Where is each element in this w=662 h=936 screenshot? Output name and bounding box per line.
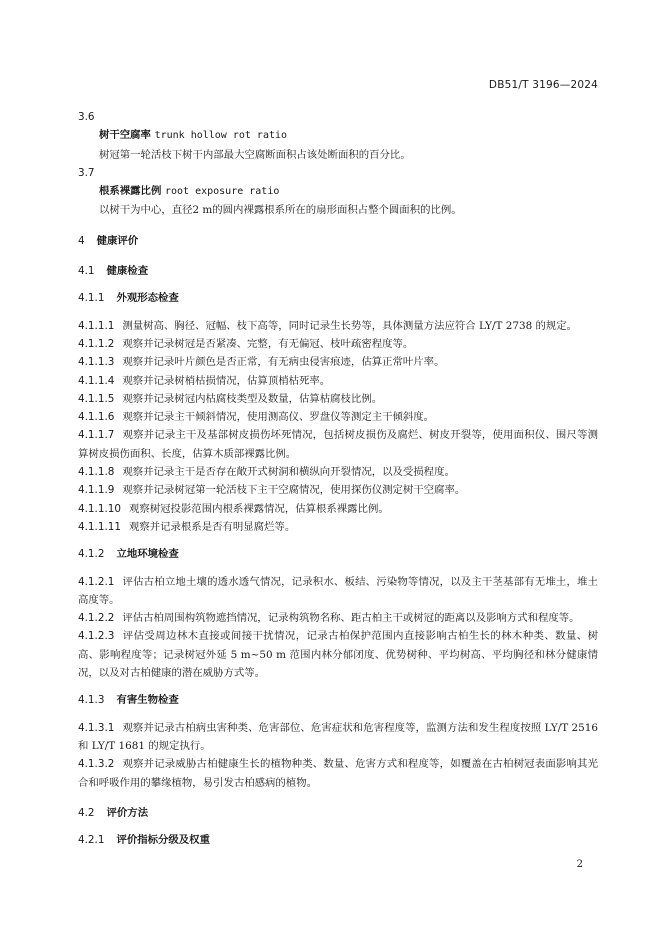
clause-item	[78, 609, 598, 627]
term-zh: 根系裸露比例	[99, 185, 162, 198]
chapter-heading	[78, 232, 598, 250]
clause-text: 观察并记录根系是否有明显腐烂等。	[128, 520, 296, 533]
clause-text: 观察并记录主干倾斜情况，使用测高仪、罗盘仪等测定主干倾斜度。	[122, 411, 435, 424]
clause-text: 观察并记录主干是否存在敞开式树洞和横纵向开裂情况，以及受损程度。	[122, 466, 455, 479]
clause-item	[78, 335, 598, 353]
clause-item	[78, 755, 598, 792]
term-definition: 树冠第一轮活枝下树干内部最大空腐断面积占该处断面积的百分比。	[99, 148, 411, 161]
clause-number: 4.1.3.1	[78, 721, 115, 734]
subsection-number: 4.1.3	[78, 694, 105, 707]
section-number: 4.2	[78, 806, 95, 819]
subsection-number: 4.1.2	[78, 548, 105, 561]
clause-text: 观察并记录树梢枯损情况，估算顶梢枯死率。	[122, 374, 331, 387]
clause-item	[78, 500, 598, 518]
clause-text: 观察并记录威胁古柏健康生长的植物种类、数量、危害方式和程度等，如覆盖在古柏树冠表面影响其光合和呼吸作用的攀缘植物，易引发古柏感病的植物。	[78, 758, 598, 789]
clause-number: 4.1.1.10	[78, 502, 121, 515]
clause-text: 观察并记录树冠第一轮活枝下主干空腐情况，使用探伤仪测定树干空腐率。	[122, 484, 466, 497]
clause-number: 4.1.1.3	[78, 356, 115, 369]
section-number: 4.1	[78, 265, 95, 278]
clause-text: 测量树高、胸径、冠幅、枝下高等，同时记录生长势等，具体测量方法应符合 LY/T 2738 的规定。	[122, 319, 578, 332]
clause-number: 4.1.1.7	[78, 429, 115, 442]
clause-number: 4.1.1.9	[78, 484, 115, 497]
chapter-title: 健康评价	[96, 234, 139, 247]
term-number: 3.6	[78, 111, 95, 123]
clause-item	[78, 390, 598, 408]
clause-text: 评估古柏立地土壤的透水透气情况，记录积水、板结、污染物等情况，以及主干茎基部有无堆土，堆土高度等。	[78, 575, 598, 606]
clause-number: 4.1.2.1	[78, 575, 115, 588]
subsection-number: 4.1.1	[78, 292, 105, 305]
term-definition: 以树干为中心，直径2 m的圆内裸露根系所在的扇形面积占整个圆面积的比例。	[99, 204, 462, 217]
section-title: 评价方法	[106, 806, 149, 819]
clause-number: 4.1.1.11	[78, 520, 121, 533]
clause-number: 4.1.1.1	[78, 319, 115, 332]
clause-item	[78, 353, 598, 371]
clause-item	[78, 463, 598, 481]
clause-number: 4.1.1.2	[78, 337, 115, 350]
term-number: 3.7	[78, 166, 95, 179]
subsection-heading	[78, 831, 598, 849]
clause-item	[78, 408, 598, 426]
section-title: 健康检查	[106, 265, 149, 278]
page-number: 2	[576, 859, 583, 870]
clause-text: 观察并记录叶片颜色是否正常，有无病虫侵害痕迹，估算正常叶片率。	[122, 356, 445, 369]
subsection-title: 有害生物检查	[116, 694, 179, 707]
standard-code: DB51/T 3196—2024	[488, 79, 598, 91]
section-heading	[78, 804, 598, 822]
clause-number: 4.1.1.6	[78, 411, 115, 424]
clause-item	[78, 317, 598, 335]
page-body	[78, 108, 598, 849]
subsection-heading	[78, 289, 598, 307]
clause-item	[78, 573, 598, 610]
clause-text: 观察树冠投影范围内根系裸露情况，估算根系裸露比例。	[128, 502, 389, 515]
clause-item	[78, 426, 598, 463]
subsection-heading	[78, 545, 598, 563]
clause-item	[78, 719, 598, 756]
clause-item	[78, 372, 598, 390]
section-heading	[78, 262, 598, 280]
clause-text: 评估古柏周围构筑物遮挡情况，记录构筑物名称、距古柏主干或树冠的距离以及影响方式和程度等。	[122, 612, 580, 625]
subsection-title: 外观形态检查	[116, 292, 179, 305]
term-title	[78, 126, 598, 145]
term-zh: 树干空腐率	[99, 129, 151, 142]
subsection-title: 评价指标分级及权重	[116, 834, 210, 847]
clause-number: 4.1.1.4	[78, 374, 115, 387]
term-en: root exposure ratio	[164, 186, 280, 198]
clause-number: 4.1.3.2	[78, 758, 115, 771]
clause-item	[78, 627, 598, 682]
clause-number: 4.1.1.5	[78, 392, 115, 405]
clause-number: 4.1.2.2	[78, 612, 115, 625]
chapter-number: 4	[78, 234, 85, 247]
term-title	[78, 182, 598, 201]
subsection-heading	[78, 691, 598, 709]
clause-number: 4.1.1.8	[78, 466, 115, 479]
clause-text: 评估受周边林木直接或间接干扰情况，记录古柏保护范围内直接影响古柏生长的林木种类、数量、树高、影响程度等；记录树冠外延 5 m~50 m 范围内林分郁闭度、优势树种、平均树高、平均胸径和林分健康情况，以及对古柏健康的潜在威胁方式等。	[78, 630, 598, 680]
clause-text: 观察并记录树冠内枯腐枝类型及数量，估算枯腐枝比例。	[122, 392, 383, 405]
clause-text: 观察并记录主干及基部树皮损伤坏死情况，包括树皮损伤及腐烂、树皮开裂等，使用面积仪、围尺等测算树皮损伤面积、长度，估算木质部裸露比例。	[78, 429, 598, 460]
clause-text: 观察并记录树冠是否紧凑、完整，有无偏冠、枝叶疏密程度等。	[122, 337, 414, 350]
clause-item	[78, 481, 598, 499]
clause-text: 观察并记录古柏病虫害种类、危害部位、危害症状和危害程度等，监测方法和发生程度按照 LY/T 2516 和 LY/T 1681 的规定执行。	[78, 721, 598, 752]
clause-item	[78, 518, 598, 536]
subsection-title: 立地环境检查	[116, 548, 179, 561]
subsection-number: 4.2.1	[78, 834, 105, 847]
term-en: trunk hollow rot ratio	[154, 130, 288, 142]
clause-number: 4.1.2.3	[78, 630, 115, 643]
